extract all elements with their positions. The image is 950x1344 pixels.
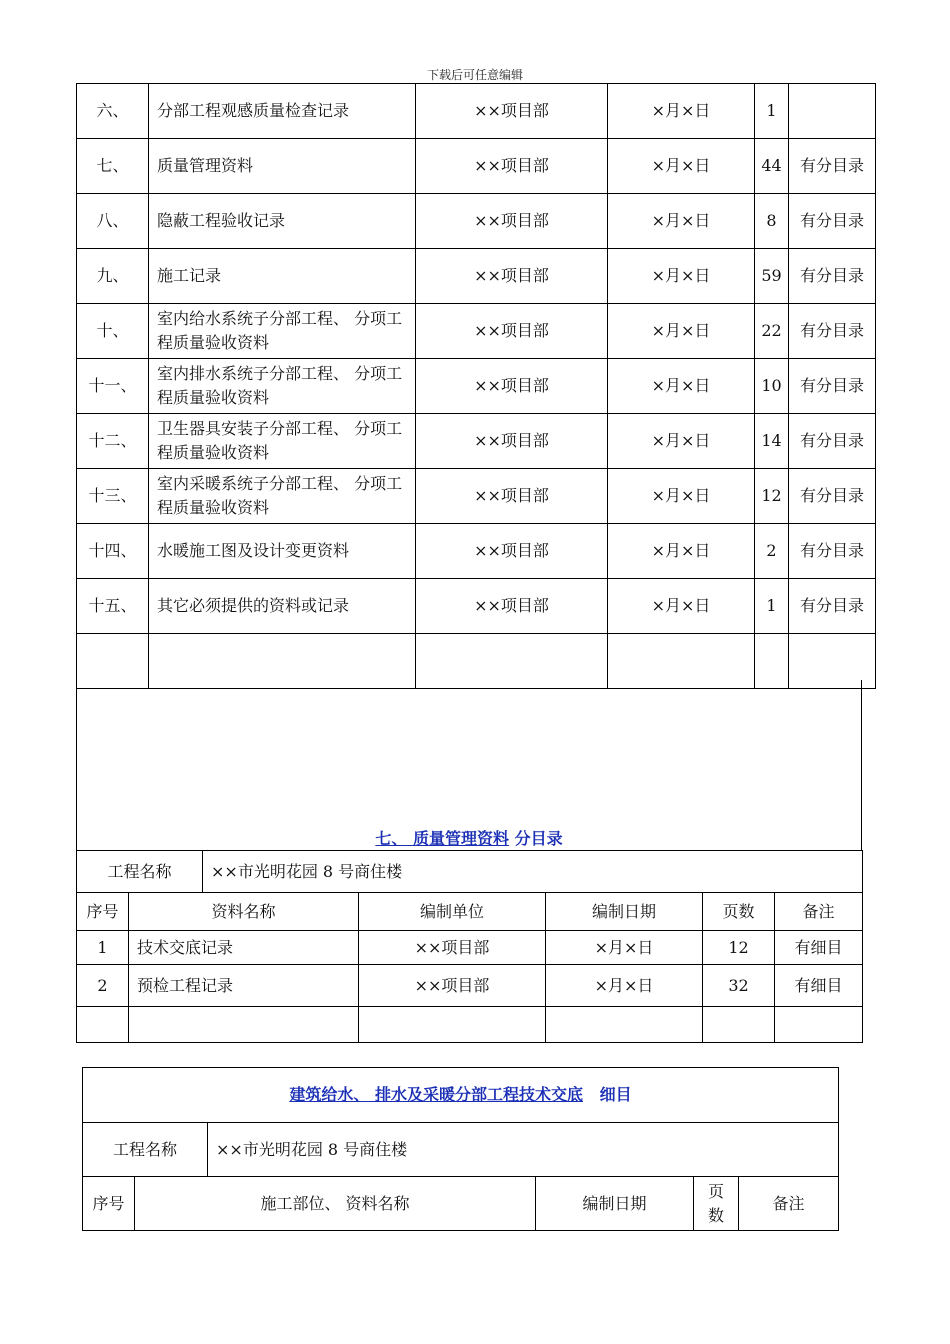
row-pages: 12 [755, 469, 789, 524]
row-name: 分部工程观感质量检查记录 [149, 84, 416, 139]
row-unit: ××项目部 [416, 414, 608, 469]
table-row [77, 194, 876, 249]
table-row [77, 579, 876, 634]
header-date: 编制日期 [546, 893, 703, 931]
row-number: 七、 [77, 139, 149, 194]
detail-project-value: ××市光明花园 8 号商住楼 [208, 1123, 839, 1177]
section-frame [76, 680, 862, 850]
row-unit: ××项目部 [416, 249, 608, 304]
row-name: 室内采暖系统子分部工程、 分项工程质量验收资料 [149, 469, 416, 524]
row-pages: 8 [755, 194, 789, 249]
row-number: 六、 [77, 84, 149, 139]
row-name: 预检工程记录 [129, 965, 359, 1007]
header-unit: 编制单位 [359, 893, 546, 931]
detail-header-name: 施工部位、 资料名称 [135, 1177, 536, 1231]
table-row [77, 965, 863, 1007]
table-row [77, 524, 876, 579]
row-date: ×月×日 [608, 579, 755, 634]
row-note [789, 84, 876, 139]
row-date: ×月×日 [608, 414, 755, 469]
row-name: 质量管理资料 [149, 139, 416, 194]
row-date: ×月×日 [608, 84, 755, 139]
row-unit: ××项目部 [416, 469, 608, 524]
row-pages: 22 [755, 304, 789, 359]
row-date: ×月×日 [608, 469, 755, 524]
header-name: 资料名称 [129, 893, 359, 931]
row-pages: 2 [755, 524, 789, 579]
detail-header-note: 备注 [739, 1177, 839, 1231]
detail-title-main: 建筑给水、 排水及采暖分部工程技术交底 [289, 1085, 583, 1104]
table-row [77, 931, 863, 965]
row-name: 卫生器具安装子分部工程、 分项工程质量验收资料 [149, 414, 416, 469]
row-pages: 14 [755, 414, 789, 469]
row-pages: 32 [703, 965, 775, 1007]
row-unit: ××项目部 [416, 524, 608, 579]
empty-row [77, 1007, 863, 1043]
row-note: 有细目 [775, 965, 863, 1007]
detail-header-date: 编制日期 [536, 1177, 694, 1231]
detail-header-seq: 序号 [83, 1177, 135, 1231]
table-row [77, 414, 876, 469]
project-label: 工程名称 [77, 851, 203, 893]
row-name: 室内排水系统子分部工程、 分项工程质量验收资料 [149, 359, 416, 414]
table-row [77, 359, 876, 414]
row-unit: ××项目部 [416, 139, 608, 194]
row-date: ×月×日 [608, 304, 755, 359]
sub-index-title-main: 七、 质量管理资料 [375, 829, 509, 848]
table-row [77, 139, 876, 194]
header-pages: 页数 [703, 893, 775, 931]
row-pages: 1 [755, 84, 789, 139]
detail-header-row [83, 1177, 839, 1231]
row-date: ×月×日 [608, 359, 755, 414]
row-note: 有分目录 [789, 304, 876, 359]
header-note: 备注 [775, 893, 863, 931]
row-pages: 10 [755, 359, 789, 414]
table-row [77, 249, 876, 304]
table-row [77, 304, 876, 359]
row-date: ×月×日 [608, 139, 755, 194]
row-unit: ××项目部 [359, 931, 546, 965]
row-pages: 59 [755, 249, 789, 304]
row-name: 技术交底记录 [129, 931, 359, 965]
row-date: ×月×日 [608, 249, 755, 304]
row-number: 十三、 [77, 469, 149, 524]
detail-header-pages [694, 1177, 739, 1231]
row-seq: 1 [77, 931, 129, 965]
sub-index-title [76, 826, 862, 849]
table-row [77, 84, 876, 139]
row-name: 施工记录 [149, 249, 416, 304]
row-number: 十四、 [77, 524, 149, 579]
header-row [77, 893, 863, 931]
row-note: 有分目录 [789, 524, 876, 579]
page-header: 下载后可任意编辑 [426, 68, 523, 82]
header-seq: 序号 [77, 893, 129, 931]
row-name: 其它必须提供的资料或记录 [149, 579, 416, 634]
detail-project-row [83, 1123, 839, 1177]
row-note: 有分目录 [789, 194, 876, 249]
row-date: ×月×日 [608, 194, 755, 249]
row-unit: ××项目部 [416, 579, 608, 634]
row-unit: ××项目部 [416, 304, 608, 359]
row-number: 十五、 [77, 579, 149, 634]
row-unit: ××项目部 [359, 965, 546, 1007]
row-note: 有分目录 [789, 139, 876, 194]
row-number: 八、 [77, 194, 149, 249]
index-table [76, 83, 876, 689]
detail-title [83, 1068, 839, 1123]
row-pages: 1 [755, 579, 789, 634]
row-note: 有细目 [775, 931, 863, 965]
detail-title-row [83, 1068, 839, 1123]
row-pages: 44 [755, 139, 789, 194]
row-note: 有分目录 [789, 469, 876, 524]
detail-table [82, 1067, 839, 1231]
detail-header-pages-line1: 页 [707, 1181, 724, 1201]
detail-title-suffix: 细目 [599, 1085, 632, 1104]
row-number: 十二、 [77, 414, 149, 469]
row-note: 有分目录 [789, 579, 876, 634]
row-note: 有分目录 [789, 249, 876, 304]
sub-index-title-suffix: 分目录 [514, 829, 563, 848]
row-pages: 12 [703, 931, 775, 965]
row-unit: ××项目部 [416, 194, 608, 249]
row-number: 九、 [77, 249, 149, 304]
row-unit: ××项目部 [416, 84, 608, 139]
project-row [77, 851, 863, 893]
row-note: 有分目录 [789, 359, 876, 414]
project-value: ××市光明花园 8 号商住楼 [203, 851, 863, 893]
row-note: 有分目录 [789, 414, 876, 469]
row-unit: ××项目部 [416, 359, 608, 414]
row-number: 十、 [77, 304, 149, 359]
row-name: 水暖施工图及设计变更资料 [149, 524, 416, 579]
row-name: 室内给水系统子分部工程、 分项工程质量验收资料 [149, 304, 416, 359]
detail-project-label: 工程名称 [83, 1123, 208, 1177]
row-date: ×月×日 [608, 524, 755, 579]
row-number: 十一、 [77, 359, 149, 414]
sub-index-table [76, 850, 863, 1043]
row-seq: 2 [77, 965, 129, 1007]
table-row [77, 469, 876, 524]
row-date: ×月×日 [546, 965, 703, 1007]
detail-header-pages-line2: 数 [707, 1205, 724, 1225]
row-name: 隐蔽工程验收记录 [149, 194, 416, 249]
row-date: ×月×日 [546, 931, 703, 965]
